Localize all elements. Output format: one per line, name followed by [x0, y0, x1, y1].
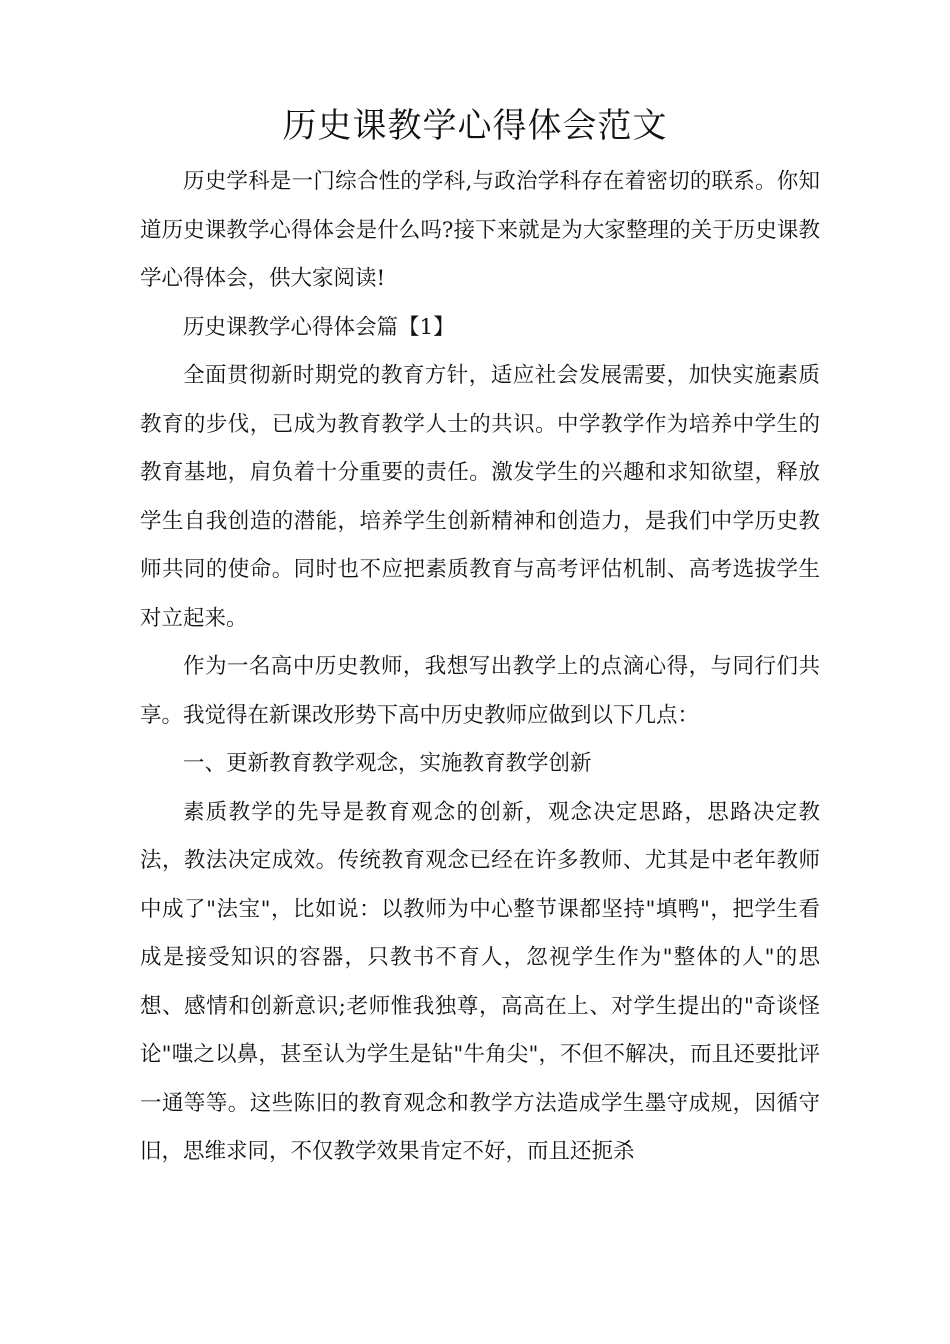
section-heading: 历史课教学心得体会篇【1】	[183, 314, 455, 340]
paragraph: 素质教学的先导是教育观念的创新，观念决定思路，思路决定教法，教法决定成效。传统教育观念已经在许多教师、尤其是中老年教师中成了"法宝"，比如说：以教师为中心整节课都坚持"填鸭"，把学生看成是接受知识的容器，只教书不育人，忽视学生作为"整体的人"的思想、感情和创新意识;老师惟我独尊，高高在上、对学生提出的"奇谈怪论"嗤之以鼻，甚至认为学生是钻"牛角尖"，不但不解决，而且还要批评一通等等。这些陈旧的教育观念和教学方法造成学生墨守成规，因循守旧，思维求同，不仅教学效果肯定不好，而且还扼杀	[140, 799, 820, 1164]
document-title: 历史课教学心得体会范文	[282, 106, 668, 146]
paragraph-intro: 历史学科是一门综合性的学科,与政治学科存在着密切的联系。你知道历史课教学心得体会是什么吗?接下来就是为大家整理的关于历史课教学心得体会，供大家阅读!	[140, 169, 820, 291]
paragraph: 全面贯彻新时期党的教育方针，适应社会发展需要，加快实施素质教育的步伐，已成为教育教学人士的共识。中学教学作为培养中学生的教育基地，肩负着十分重要的责任。激发学生的兴趣和求知欲望，释放学生自我创造的潜能，培养学生创新精神和创造力，是我们中学历史教师共同的使命。同时也不应把素质教育与高考评估机制、高考选拔学生对立起来。	[140, 363, 820, 631]
subsection-heading: 一、更新教育教学观念，实施教育教学创新	[183, 751, 592, 776]
paragraph: 作为一名高中历史教师，我想写出教学上的点滴心得，与同行们共享。我觉得在新课改形势下高中历史教师应做到以下几点：	[140, 654, 820, 728]
document-body	[140, 158, 820, 1177]
